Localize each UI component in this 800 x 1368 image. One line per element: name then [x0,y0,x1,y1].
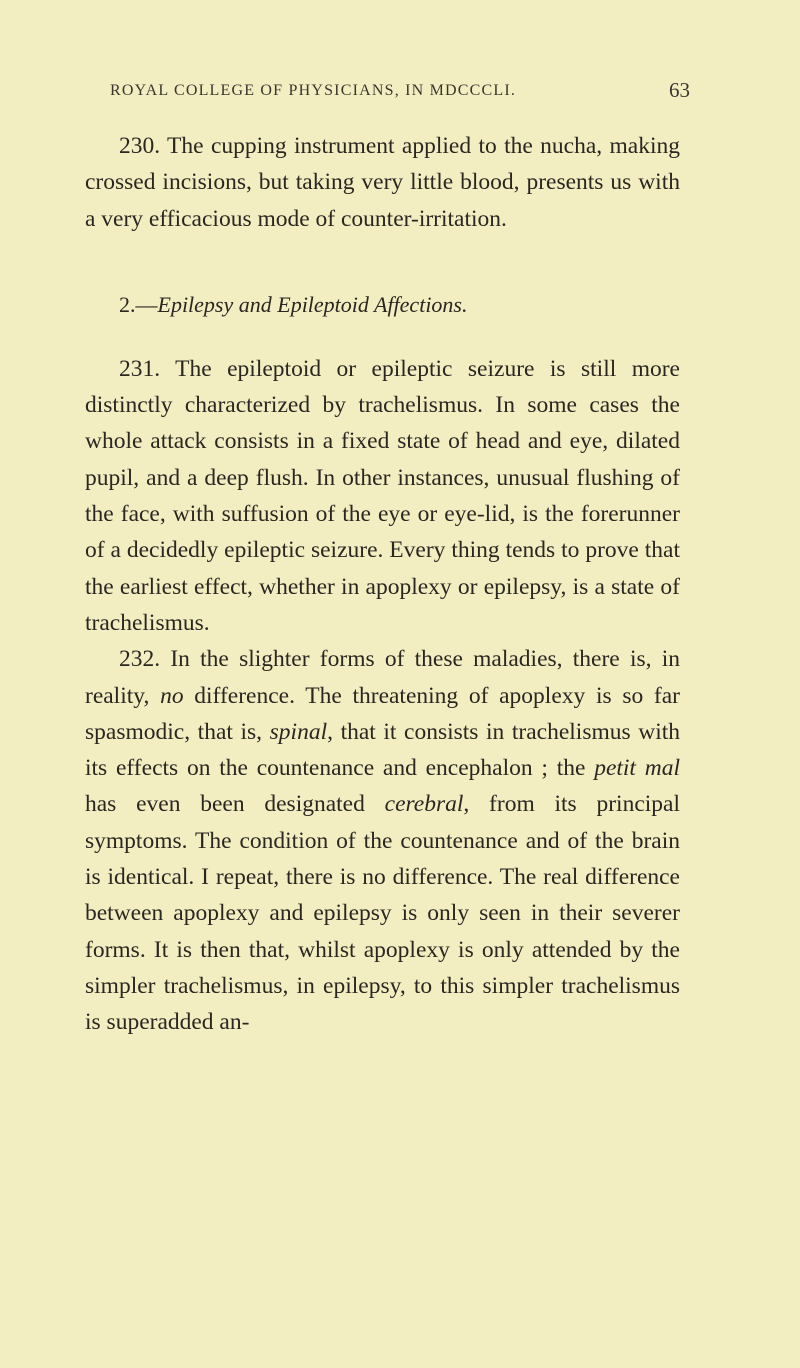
section-title: Epilepsy and Epileptoid Affections. [157,291,468,317]
section-heading [85,287,680,323]
p232-text-3: , that it consists in trachelismus with its effects on the countenance and encephalon ; the [85,718,681,782]
paragraph-230: 230. The cupping instrument applied to the nucha, making crossed incisions, but taking very little blood, presents us with a very efficacious mode of counter-irritation. [85,133,680,232]
p232-text-5: , from its principal symptoms. The condition of the countenance and of the brain is identical. I repeat, there is no difference. The real difference between apoplexy and epilepsy is only seen in their severer forms. It is then that, whilst apoplexy is only attended by the simpler trachelismus, in epilepsy, to this simpler trachelismus is superadded an- [85,791,680,1036]
p232-text-4: has even been designated [85,791,365,818]
p232-text-2: difference. The threatening of apoplexy is so far spasmodic, that is, [85,682,681,745]
p232-text-1: 232. In the slighter forms of these maladies, there is, in reality, [85,646,680,709]
body-text [85,128,680,1041]
paragraph-231: 231. The epileptoid or epileptic seizure is still more distinctly characterized by trachelismus. In some cases the whole attack consists in a fixed state of head and eye, dilated pupil, and a deep flush. In other instances, unusual flushing of the face, with suffusion of the eye or eye-lid, is the forerunner of a decidedly epileptic seizure. Every thing tends to prove that the earliest effect, whether in apoplexy or epilepsy, is a state of trachelismus. [85,355,680,636]
p232-italic-no: no [160,682,184,709]
p232-italic-spinal: spinal [269,718,328,745]
p232-italic-petit-mal: petit mal [594,755,680,782]
section-number: 2.— [119,291,158,317]
page-number: 63 [669,78,690,102]
running-head: ROYAL COLLEGE OF PHYSICIANS, IN MDCCCLI. [110,82,517,99]
paragraph-232 [85,641,680,1040]
p232-italic-cerebral: cerebral [384,791,464,818]
